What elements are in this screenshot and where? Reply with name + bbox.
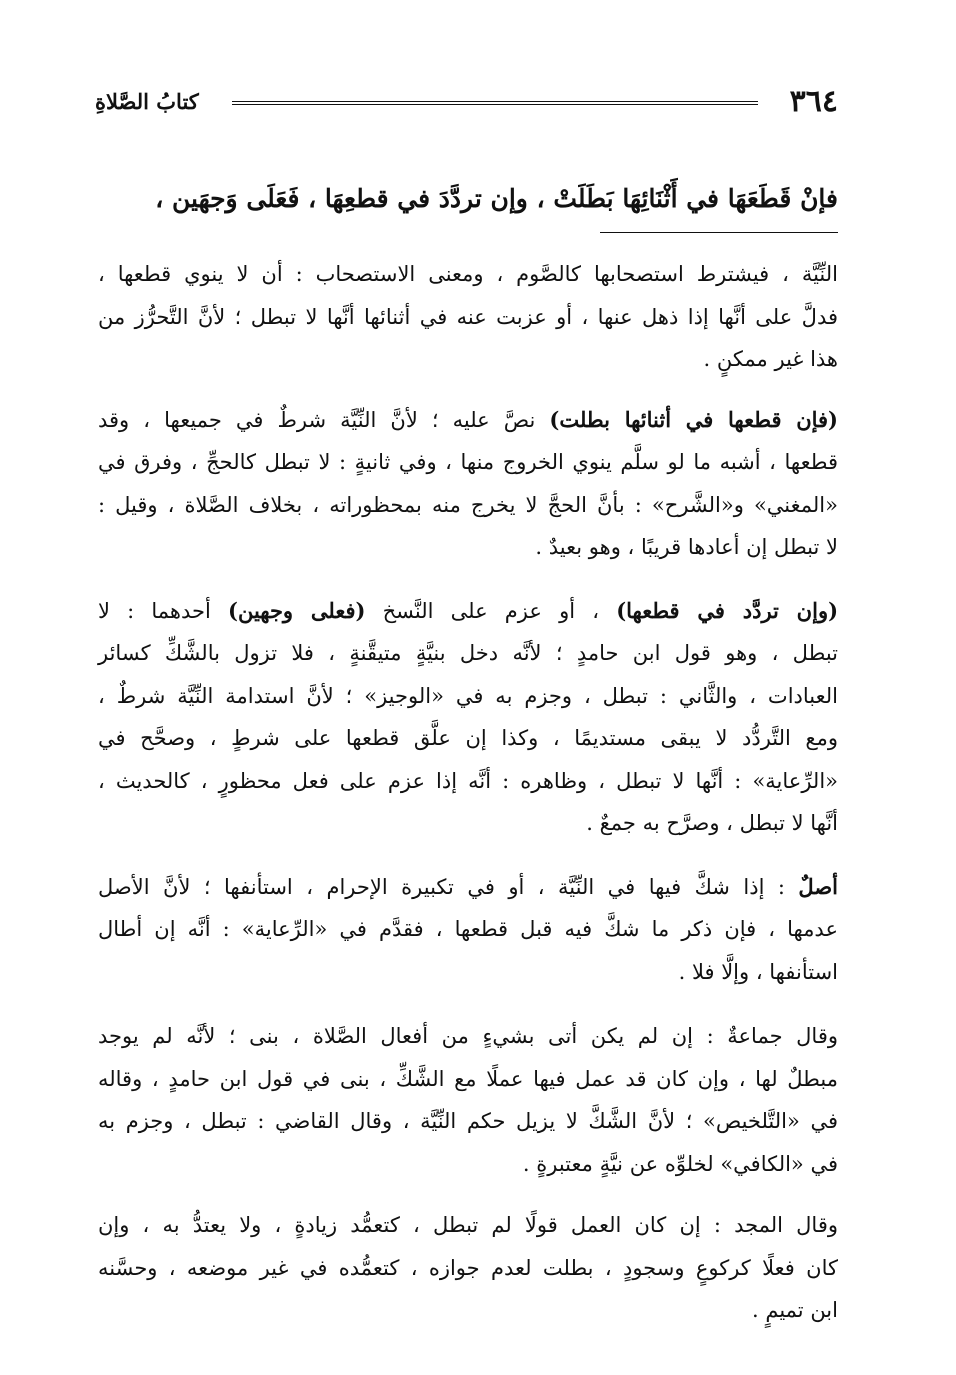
text-line: كان فعلًا كركوعٍ وسجودٍ ، بطلت لعدم جوازه ، كتعمُّده في غير موضعه ، وحسَّنه [98,1255,838,1280]
lemma: أصلٌ [798,873,838,899]
text-line: ومع التَّردُّد لا يبقى مستديمًا ، وكذا إن علَّق قطعها على شرطٍ ، وصحَّح في [98,726,838,750]
lemma: (فإن قطعها في أثنائها بطلت) [549,406,838,432]
commentary-body [98,253,838,1351]
page-number: ٣٦٤ [789,84,838,119]
text-line: النِّيَّة ، فيشترط استصحابها كالصَّوم ، ومعنى الاستصحاب : أن لا ينوي قطعها ، [98,262,838,286]
text-line: قطعها ، أشبه ما لو سلَّم ينوي الخروج منها ، وفي ثانيةٍ : لا تبطل كالحجِّ ، وفرق في [98,450,838,474]
text-segment: ، أو عزم على النَّسخ [365,598,617,623]
text-line: تبطل ، وهو قول ابن حامدٍ ؛ لأنَّه دخل بنيَّةٍ متيقَّنةٍ ، فلا تزول بالشَّكِّ كسائر [98,641,838,665]
text-segment: أحدهما : لا [98,598,229,623]
paragraph-6 [98,1204,838,1332]
text-line: ابن تميمٍ . [752,1298,838,1322]
matn-text: فإنْ قَطَعَهَا في أَثْنَائِهَا بَطَلَتْ ، وإن تردَّدَ في قطعِهَا ، فَعَلَى وَجهَين ، [155,184,838,213]
text-line: «الرِّعاية» : أنَّها لا تبطل ، وظاهره : أنَّه إذا عزم على فعل محظورٍ ، كالحديث ، [98,768,838,793]
text-line: مبطلٌ لها ، وإن كان قد عمل فيها عملًا مع الشَّكِّ ، بنى في قول ابن حامدٍ ، وقاله [98,1066,838,1091]
text-line: هذا غير ممكنٍ . [703,347,838,371]
lemma: (فعلى وجهين) [228,597,366,623]
paragraph-5 [98,1015,838,1185]
text-line: لا تبطل إن أعادها قريبًا ، وهو بعيدٌ . [535,535,838,559]
text-segment: : إذا شكَّ فيها في النِّيَّة ، أو في تكبيرة الإحرام ، استأنفها ؛ لأنَّ الأصل [98,874,799,899]
text-line: العبادات ، والثَّاني : تبطل ، وجزم به في «الوجيز» ؛ لأنَّ استدامة النِّيَّة شرطٌ ، [98,683,838,708]
paragraph-4 [98,866,838,994]
text-line: فدلَّ على أنَّها إذا ذهل عنها ، أو عزبت عنه في أثنائها أنَّها لا تبطل ؛ لأنَّ التَّحرُّز من [98,304,838,329]
book-title: كتابُ الصَّلاةِ [95,89,199,114]
header-rule [232,101,758,105]
paragraph-3 [98,590,838,845]
matn-separator [600,232,838,233]
running-header [95,82,838,122]
paragraph-1 [98,253,838,381]
text-line [98,399,838,442]
text-line: أنَّها لا تبطل ، وصرَّح به جمعٌ . [586,811,838,835]
text-line: في «الكافي» لخلوِّه عن نيَّةٍ معتبرةٍ . [522,1151,838,1176]
text-line [98,866,838,909]
text-line: استأنفها ، وإلَّا فلا . [678,959,838,984]
text-line: عدمها ، فإن ذكر ما شكَّ فيه قبل قطعها ، فقدَّم في «الرِّعاية» : أنَّه إن أطال [98,917,838,941]
text-line: في «التَّلخيص» ؛ لأنَّ الشَّكَّ لا يزيل حكم النِّيَّة ، وقال القاضي : تبطل ، وجزم به [98,1109,838,1133]
text-line: وقال المجد : إن كان العمل قولًا لم تبطل ، كتعمُّد زيادةٍ ، ولا يعتدُّ به ، وإن [98,1213,838,1237]
text-line [98,590,838,633]
text-line: «المغني» و«الشَّرح» : بأنَّ الحجَّ لا يخرج منه بمحظوراته ، بخلاف الصَّلاة ، وقيل : [98,492,838,517]
text-segment: نصَّ عليه ؛ لأنَّ النِّيَّة شرطٌ في جميعها ، وقد [98,407,550,432]
text-line: وقال جماعةٌ : إن لم يكن أتى بشيءٍ من أفعال الصَّلاة ، بنى ؛ لأنَّه لم يوجد [98,1024,838,1048]
lemma: (وإن تردَّد في قطعها) [616,597,839,623]
paragraph-2 [98,399,838,569]
